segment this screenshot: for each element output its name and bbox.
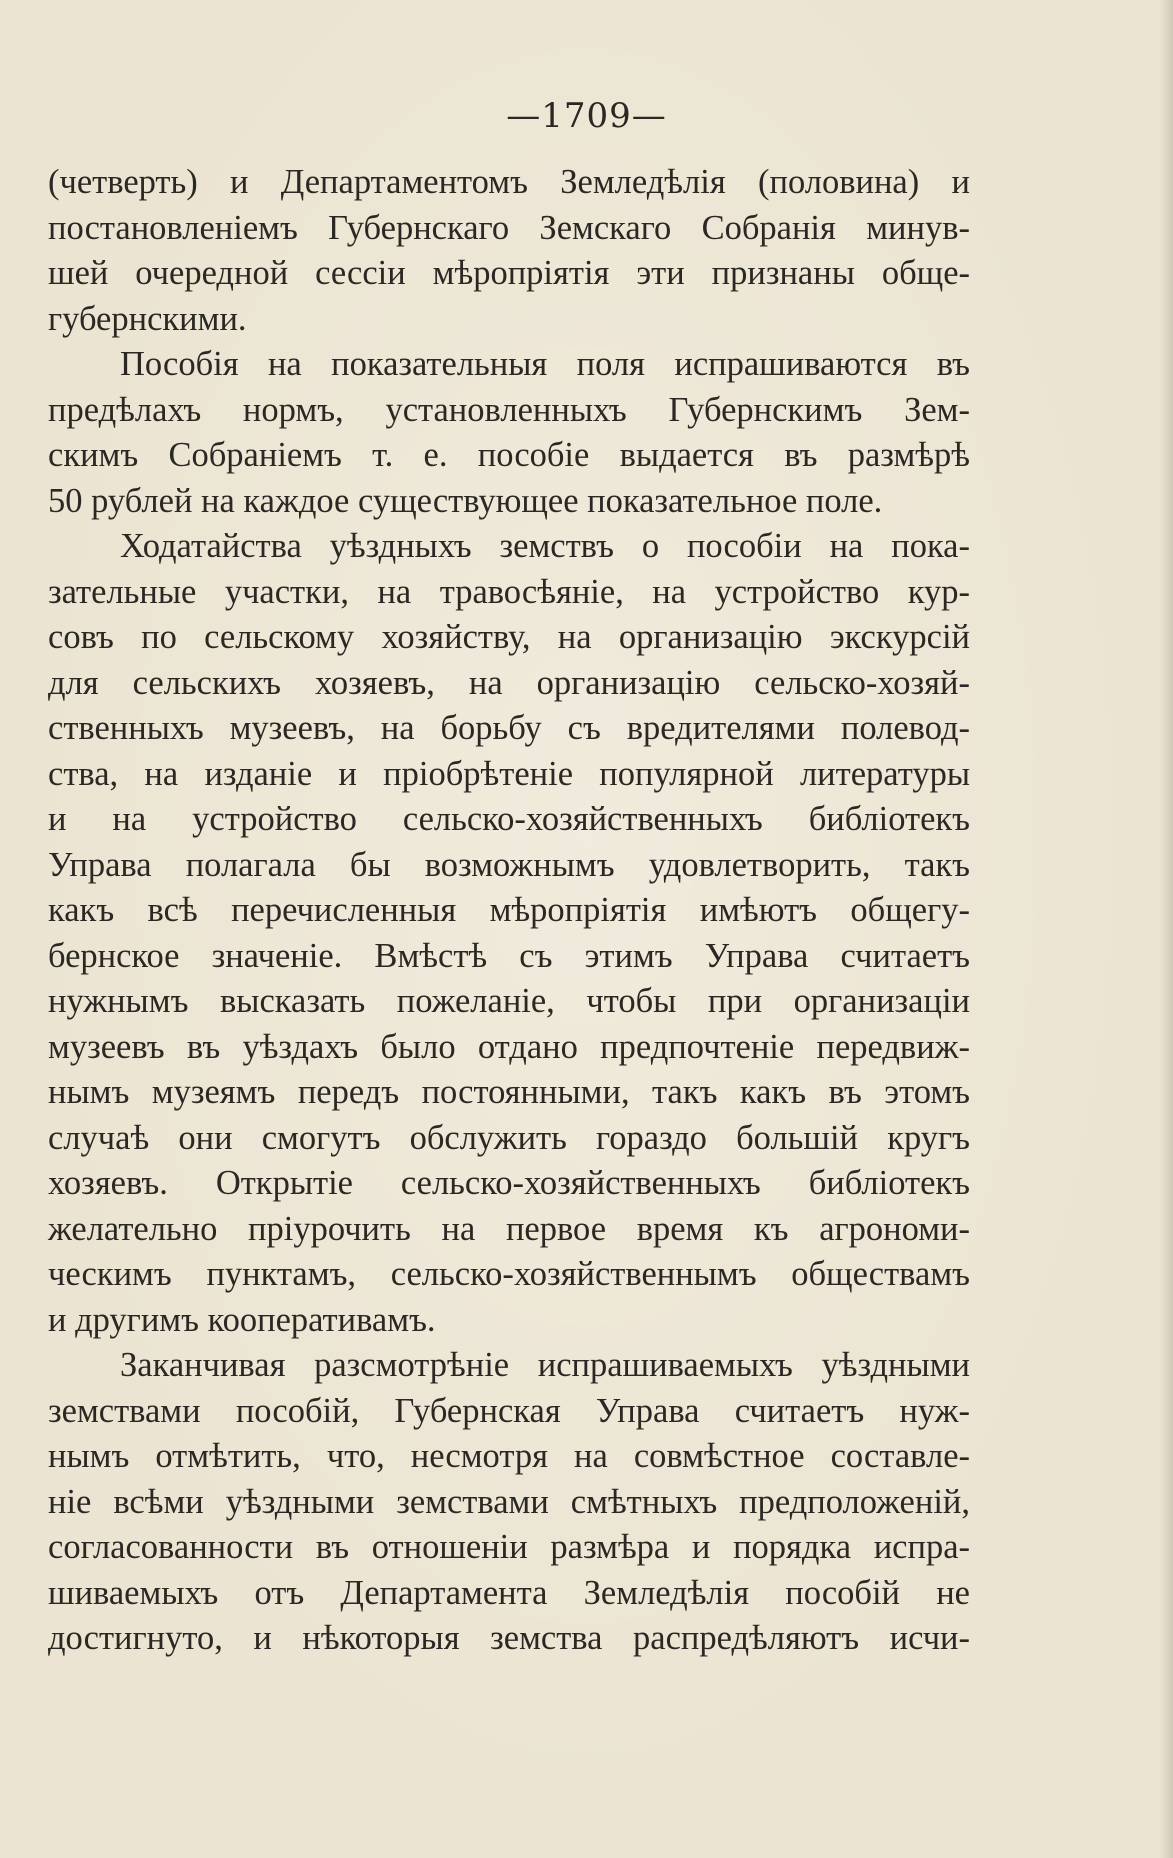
text-line: Пособія на показательныя поля испрашиваются въ bbox=[120, 345, 970, 383]
text-line: Управа полагала бы возможнымъ удовлетворить, такъ bbox=[48, 845, 970, 884]
text-line: ственныхъ музеевъ, на борьбу съ вредителями полевод- bbox=[48, 709, 970, 747]
body-text bbox=[48, 160, 970, 1662]
text-line: шей очередной сессіи мѣропріятія эти признаны обще- bbox=[48, 254, 970, 292]
text-line: ства, на изданіе и пріобрѣтеніе популярной литературы bbox=[48, 754, 970, 793]
text-line: совъ по сельскому хозяйству, на организацію экскурсій bbox=[48, 618, 970, 656]
text-line: хозяевъ. Открытіе сельско-хозяйственныхъ библіотекъ bbox=[48, 1164, 970, 1202]
text-line: Ходатайства уѣздныхъ земствъ о пособіи на пока- bbox=[120, 527, 970, 565]
text-line: ніе всѣми уѣздными земствами смѣтныхъ предположеній, bbox=[48, 1482, 970, 1521]
text-line: земствами пособій, Губернская Управа считаетъ нуж- bbox=[48, 1391, 970, 1430]
text-line: скимъ Собраніемъ т. е. пособіе выдается въ размѣрѣ bbox=[48, 436, 970, 474]
text-line: для сельскихъ хозяевъ, на организацію сельско-хозяй- bbox=[48, 663, 970, 702]
text-line: музеевъ въ уѣздахъ было отдано предпочтеніе передвиж- bbox=[48, 1027, 970, 1066]
text-line: и другимъ кооперативамъ. bbox=[48, 1300, 436, 1339]
text-line: желательно пріурочить на первое время къ агрономи- bbox=[48, 1209, 970, 1248]
text-line: случаѣ они смогутъ обслужить гораздо большій кругъ bbox=[48, 1118, 970, 1157]
text-line: Заканчивая разсмотрѣніе испрашиваемыхъ уѣздными bbox=[120, 1346, 970, 1384]
page-edge-shadow bbox=[1159, 0, 1173, 1858]
text-line: согласованности въ отношеніи размѣра и порядка испра- bbox=[48, 1528, 970, 1566]
text-line: ческимъ пунктамъ, сельско-хозяйственнымъ обществамъ bbox=[48, 1255, 970, 1293]
text-line: 50 рублей на каждое существующее показательное поле. bbox=[48, 481, 883, 520]
text-line: и на устройство сельско-хозяйственныхъ библіотекъ bbox=[48, 800, 970, 838]
text-line: бернское значеніе. Вмѣстѣ съ этимъ Управа считаетъ bbox=[48, 936, 970, 975]
text-line: постановленіемъ Губернскаго Земскаго Собранія минув- bbox=[48, 208, 970, 247]
page-number: —1709— bbox=[506, 96, 667, 136]
text-line: какъ всѣ перечисленныя мѣропріятія имѣютъ общегу- bbox=[48, 891, 970, 929]
text-line: зательные участки, на травосѣяніе, на устройство кур- bbox=[48, 572, 970, 611]
text-line: нымъ музеямъ передъ постоянными, такъ какъ въ этомъ bbox=[48, 1073, 970, 1111]
text-line: губернскими. bbox=[48, 299, 247, 338]
text-line: нымъ отмѣтить, что, несмотря на совмѣстное составле- bbox=[48, 1437, 970, 1475]
text-line: предѣлахъ нормъ, установленныхъ Губернскимъ Зем- bbox=[48, 390, 970, 429]
text-line: (четверть) и Департаментомъ Земледѣлія (половина) и bbox=[48, 163, 970, 201]
text-line: нужнымъ высказать пожеланіе, чтобы при организаціи bbox=[48, 982, 970, 1020]
text-line: шиваемыхъ отъ Департамента Земледѣлія пособій не bbox=[48, 1573, 970, 1612]
text-line: достигнуто, и нѣкоторыя земства распредѣляютъ исчи- bbox=[48, 1619, 970, 1657]
